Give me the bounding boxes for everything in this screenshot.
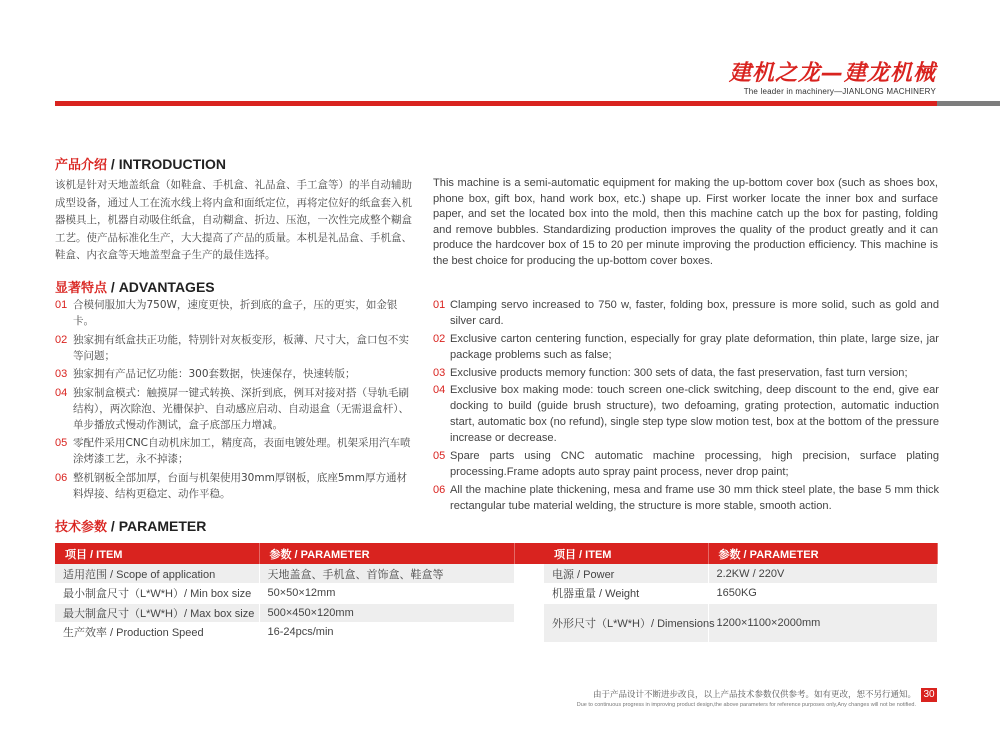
advantage-item-zh bbox=[55, 297, 417, 329]
advantages-heading-zh: 显著特点 bbox=[55, 281, 108, 296]
table-gap bbox=[514, 623, 544, 643]
advantage-number: 05 bbox=[433, 450, 446, 463]
introduction-heading-en: INTRODUCTION bbox=[118, 156, 227, 172]
param-item: 适用范围 / Scope of application bbox=[55, 564, 259, 584]
advantage-text: Clamping servo increased to 750 w, faster, folding box, pressure is more solid, such as gold and silver card. bbox=[450, 299, 939, 327]
param-item: 机器重量 / Weight bbox=[544, 584, 708, 604]
introduction-text-zh: 该机是针对天地盖纸盒（如鞋盒、手机盒、礼品盒、手工盒等）的半自动辅助成型设备，通过人工在流水线上将内盒和面纸定位，再将定位好的纸盒套入机器模具上，机器自动吸住纸盒，自动糊盒、折边、压泡，一次性完成整个糊盒工艺。使产品标准化生产，大大提高了产品的质量。本机是礼品盒、手机盒、鞋盒、内衣盒等天地盖型盒子生产的最佳选择。 bbox=[55, 179, 412, 262]
parameter-table bbox=[55, 543, 938, 643]
col-header-parameter: 参数 / PARAMETER bbox=[259, 543, 514, 564]
page-number: 30 bbox=[921, 688, 937, 702]
param-value: 1650KG bbox=[708, 584, 937, 604]
advantage-number: 06 bbox=[55, 471, 68, 484]
param-item: 电源 / Power bbox=[544, 564, 708, 584]
advantages-heading bbox=[55, 277, 215, 296]
advantage-text: 独家制盒模式：触摸屏一键式转换、深折到底，例耳对接对搭（导轨毛刷结构），两次除泡、光栅保护、自动感应启动、自动退盒（无需退盒杆）、单步播放式慢动作测试，盒子底部压力增减。 bbox=[73, 386, 409, 431]
advantage-text: Exclusive box making mode: touch screen one-click switching, deep discount to the end, give ear docking to build (guide brush structure), two defoaming, grating protection, automatic induction start, automatic box (no refund), single step type slow motion test, box at the bottom of the pressure increase or decrease. bbox=[450, 384, 939, 445]
table-gap bbox=[514, 564, 544, 584]
advantage-item-en bbox=[433, 448, 939, 480]
advantages-list-zh bbox=[55, 297, 417, 504]
table-header-row bbox=[55, 543, 937, 564]
advantage-number: 04 bbox=[433, 384, 446, 397]
advantage-item-zh bbox=[55, 366, 417, 382]
advantage-text: 整机钢板全部加厚，台面与机架使用30mm厚钢板，底座5mm厚方通材料焊接、结构更稳定、动作平稳。 bbox=[73, 471, 407, 500]
introduction-heading bbox=[55, 154, 226, 173]
advantage-number: 01 bbox=[433, 299, 446, 311]
param-value: 16-24pcs/min bbox=[259, 623, 514, 643]
introduction-heading-zh: 产品介绍 bbox=[55, 158, 108, 173]
parameter-heading-en: PARAMETER bbox=[118, 518, 207, 534]
introduction-text-en: This machine is a semi-automatic equipment for making the up-bottom cover box (such as shoes box, phone box, gift box, hand work box, etc.) shape up. First worker locate the inner box and surface paper, and set the located box into the mold, then this machine catch up the box for pasting, folding and remove bubbles. Standardizing production improves the quality of the product greatly and it can produce the hardcover box of 15 to 20 per minute improving the production efficiency. This machine is the best choice for producing the up-bottom cover boxes. bbox=[433, 177, 938, 267]
param-value: 1200×1100×2000mm bbox=[708, 603, 937, 642]
param-value: 天地盖盒、手机盒、首饰盒、鞋盒等 bbox=[259, 564, 514, 584]
advantage-number: 03 bbox=[55, 368, 68, 380]
table-gap bbox=[514, 603, 544, 623]
brand-block bbox=[729, 62, 936, 96]
advantages-heading-en: ADVANTAGES bbox=[118, 279, 215, 295]
footnote-en: Due to continuous progress in improving product design,the above parameters for reference purposes only,Any changes will not be notified. bbox=[576, 702, 916, 708]
advantage-text: Exclusive carton centering function, especially for gray plate deformation, thin plate, large size, jar package problems such as false; bbox=[450, 332, 939, 361]
parameter-heading bbox=[55, 516, 206, 535]
advantage-text: Spare parts using CNC automatic machine processing, high precision, surface plating processing.Frame adopts auto spray paint process, never drop paint; bbox=[450, 450, 939, 479]
brand-subtitle: The leader in machinery—JIANLONG MACHINERY bbox=[743, 87, 936, 96]
footnote-zh: 由于产品设计不断进步改良，以上产品技术参数仅供参考。如有更改，恕不另行通知。 bbox=[592, 690, 916, 700]
advantage-item-en bbox=[433, 297, 939, 329]
advantage-text: Exclusive products memory function: 300 sets of data, the fast preservation, fast turn version; bbox=[450, 366, 908, 379]
advantage-number: 04 bbox=[55, 386, 68, 399]
advantage-item-en bbox=[433, 482, 939, 514]
table-row bbox=[55, 603, 937, 623]
advantage-item-zh bbox=[55, 332, 417, 364]
advantage-item-en bbox=[433, 331, 939, 363]
param-item: 生产效率 / Production Speed bbox=[55, 623, 259, 643]
advantage-number: 02 bbox=[55, 333, 68, 346]
advantages-heading-sep: / bbox=[107, 279, 119, 295]
advantage-item-zh bbox=[55, 470, 417, 502]
param-value: 500×450×120mm bbox=[259, 603, 514, 623]
advantage-text: 合模伺服加大为750W，速度更快，折到底的盒子，压的更实，如金银卡。 bbox=[73, 299, 398, 327]
col-header-item: 项目 / ITEM bbox=[55, 543, 259, 564]
param-item: 最大制盒尺寸（L*W*H）/ Max box size bbox=[55, 603, 259, 623]
advantage-text: All the machine plate thickening, mesa and frame use 30 mm thick steel plate, the base 5 mm thick rectangular tube material welding, the structure is more stable, smooth action. bbox=[450, 483, 939, 512]
advantage-number: 02 bbox=[433, 332, 446, 345]
param-item: 外形尺寸（L*W*H）/ Dimensions bbox=[544, 603, 708, 642]
table-gap bbox=[514, 584, 544, 604]
advantage-item-zh bbox=[55, 385, 417, 433]
advantages-list-en bbox=[433, 297, 939, 516]
col-header-item: 项目 / ITEM bbox=[544, 543, 708, 564]
header-gray-rule bbox=[937, 101, 1000, 106]
param-value: 50×50×12mm bbox=[259, 584, 514, 604]
footnote bbox=[577, 688, 916, 708]
col-header-parameter: 参数 / PARAMETER bbox=[708, 543, 937, 564]
advantage-number: 06 bbox=[433, 483, 446, 496]
advantage-text: 零配件采用CNC自动机床加工，精度高，表面电镀处理。机架采用汽车喷涂烤漆工艺，永不掉漆； bbox=[73, 437, 411, 465]
header-gap bbox=[514, 543, 544, 564]
advantage-number: 01 bbox=[55, 299, 68, 311]
table-row bbox=[55, 564, 937, 584]
header-red-rule bbox=[55, 101, 937, 106]
parameter-heading-zh: 技术参数 bbox=[55, 520, 108, 535]
param-item: 最小制盒尺寸（L*W*H）/ Min box size bbox=[55, 584, 259, 604]
advantage-item-zh bbox=[55, 435, 417, 467]
advantage-number: 05 bbox=[55, 437, 68, 449]
advantage-item-en bbox=[433, 365, 939, 381]
param-value: 2.2KW / 220V bbox=[708, 564, 937, 584]
advantage-text: 独家拥有纸盒扶正功能，特别针对灰板变形，板薄、尺寸大，盒口包不实等问题； bbox=[73, 333, 409, 362]
advantage-item-en bbox=[433, 382, 939, 446]
advantage-number: 03 bbox=[433, 366, 446, 379]
parameter-heading-sep: / bbox=[107, 518, 119, 534]
table-row bbox=[55, 584, 937, 604]
brand-title: 建机之龙—建龙机械 bbox=[728, 61, 936, 86]
advantage-text: 独家拥有产品记忆功能：300套数据，快速保存，快速转版； bbox=[73, 368, 356, 380]
introduction-heading-sep: / bbox=[107, 156, 119, 172]
